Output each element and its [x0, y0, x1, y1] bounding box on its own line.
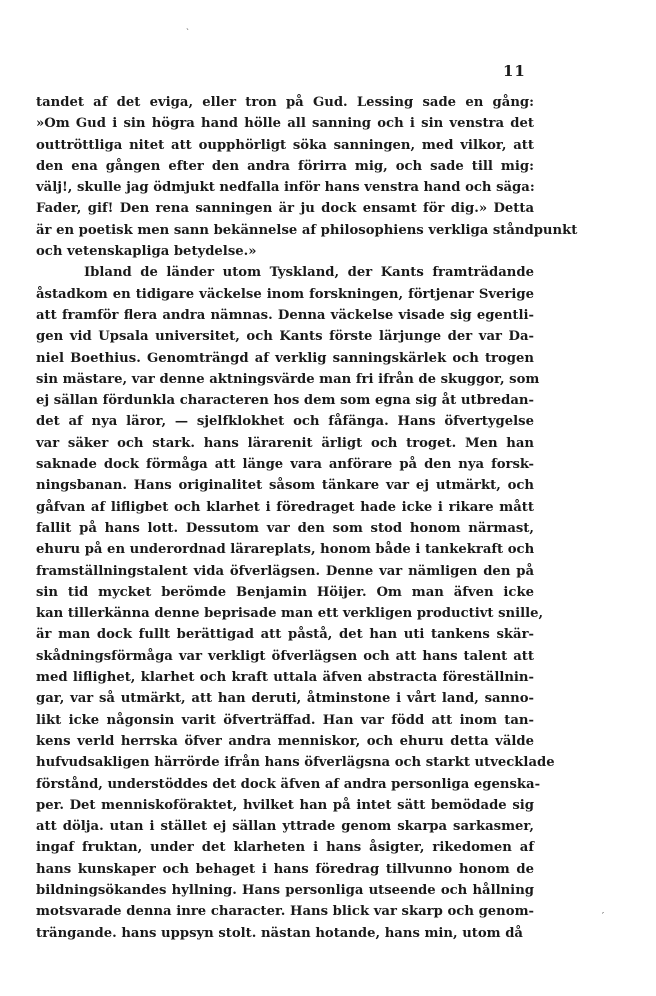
text-line: att framför flera andra nämnas. Denna väckelse visade sig egentli-: [36, 307, 534, 323]
text-line: och vetenskapliga betydelse.»: [36, 244, 257, 260]
text-line: fallit på hans lott. Dessutom var den som stod honom närmast,: [36, 520, 534, 536]
text-line: gåfvan af lifligbet och klarhet i föredraget hade icke i rikare mått: [36, 499, 534, 515]
text-line: kan tillerkänna denne beprisade man ett verkligen productivt snille,: [36, 606, 544, 622]
text-line: saknade dock förmåga att länge vara anförare på den nya forsk-: [36, 457, 534, 473]
text-line: ingaf fruktan, under det klarheten i hans åsigter, rikedomen af: [36, 840, 534, 856]
text-line: skådningsförmåga var verkligt öfverlägsen och att hans talent att: [36, 648, 534, 664]
text-line: per. Det menniskoföraktet, hvilket han på intet sätt bemödade sig: [36, 797, 534, 813]
text-line: åstadkom en tidigare väckelse inom forskningen, förtjenar Sverige: [36, 286, 534, 302]
body-text: [36, 92, 578, 944]
text-line: gen vid Upsala universitet, och Kants förste lärjunge der var Da-: [36, 329, 534, 345]
text-line: ej sällan fördunkla characteren hos dem som egna sig åt utbredan-: [36, 393, 534, 409]
text-line: kens verld herrska öfver andra menniskor, och ehuru detta välde: [36, 733, 534, 749]
text-line: välj!, skulle jag ödmjukt nedfalla inför hans venstra hand och säga:: [36, 180, 535, 196]
text-line: ehuru på en underordnad lärareplats, honom både i tankekraft och: [36, 542, 535, 558]
text-line: ningsbanan. Hans originalitet såsom tänkare var ej utmärkt, och: [36, 478, 534, 494]
text-line: »Om Gud i sin högra hand hölle all sanning och i sin venstra det: [36, 116, 534, 132]
text-line: förstånd, understöddes det dock äfven af andra personliga egenska-: [36, 776, 541, 792]
text-line: motsvarade denna inre character. Hans blick var skarp och genom-: [36, 904, 534, 920]
text-line: den ena gången efter den andra förirra mig, och sade till mig:: [36, 158, 534, 174]
text-line: är man dock fullt berättigad att påstå, det han uti tankens skär-: [36, 627, 534, 643]
print-mark-top: ˎ: [186, 21, 189, 31]
text-line: är en poetisk men sann bekännelse af philosophiens verkliga ståndpunkt: [36, 222, 578, 238]
text-line: sin tid mycket berömde Benjamin Höijer. Om man äfven icke: [36, 584, 534, 600]
text-line: var säker och stark. hans lärarenit ärligt och troget. Men han: [36, 435, 534, 451]
print-mark-right: ′: [602, 912, 605, 922]
text-line: hans kunskaper och behaget i hans föredrag tillvunno honom de: [36, 861, 534, 877]
page-number: 11: [503, 62, 526, 80]
text-line: gar, var så utmärkt, att han deruti, åtminstone i vårt land, sanno-: [36, 691, 534, 707]
text-line: framställningstalent vida öfverlägsen. Denne var nämligen den på: [36, 563, 534, 579]
text-line: likt icke någonsin varit öfverträffad. Han var född att inom tan-: [36, 712, 534, 728]
text-line: sin mästare, var denne aktningsvärde man fri ifrån de skuggor, som: [36, 371, 540, 387]
text-line: det af nya läror, — sjelfklokhet och fåfänga. Hans öfvertygelse: [36, 414, 534, 430]
text-line: med liflighet, klarhet och kraft uttala äfven abstracta föreställnin-: [36, 670, 534, 686]
text-line: tandet af det eviga, eller tron på Gud. Lessing sade en gång:: [36, 95, 534, 110]
text-line: hufvudsakligen härrörde ifrån hans öfverlägsna och starkt utvecklade: [36, 755, 555, 771]
text-line: trängande. hans uppsyn stolt. nästan hotande, hans min, utom då: [36, 925, 523, 941]
text-line: bildningsökandes hyllning. Hans personliga utseende och hållning: [36, 882, 534, 898]
text-line: Fader, gif! Den rena sanningen är ju dock ensamt för dig.» Detta: [36, 201, 534, 217]
text-line: outtröttliga nitet att oupphörligt söka sanningen, med vilkor, att: [36, 137, 534, 153]
text-line: Ibland de länder utom Tyskland, der Kants framträdande: [84, 265, 534, 281]
text-line: att dölja. utan i stället ej sällan yttrade genom skarpa sarkasmer,: [36, 819, 534, 835]
text-line: niel Boethius. Genomträngd af verklig sanningskärlek och trogen: [36, 350, 534, 366]
